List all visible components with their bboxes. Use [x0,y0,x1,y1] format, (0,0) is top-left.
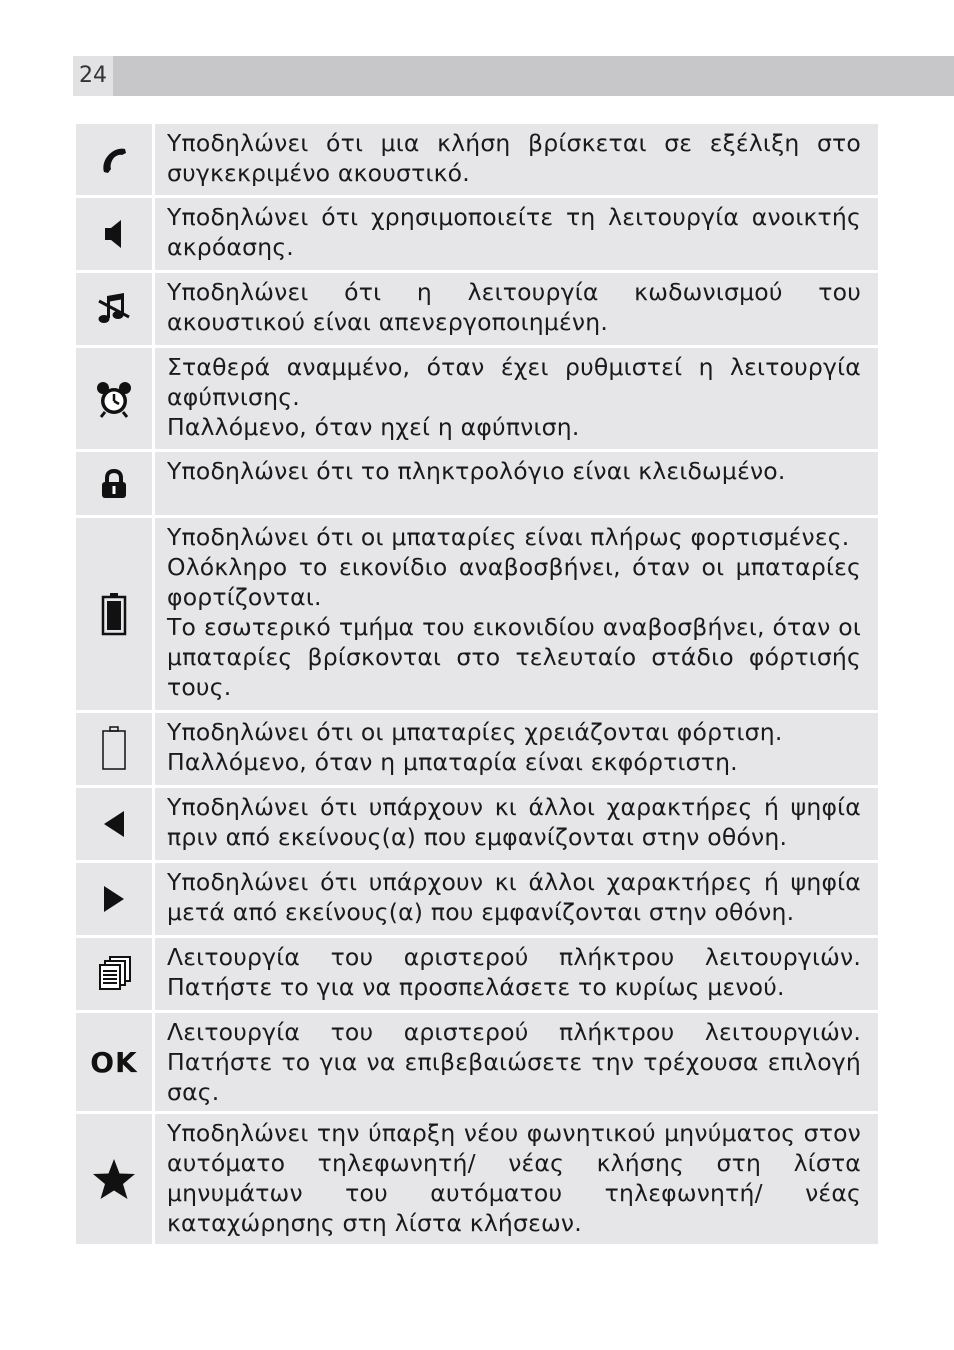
description-line: Υποδηλώνει ότι οι μπαταρίες είναι πλήρως φορτισμένες. [167,523,850,551]
icon-cell [76,863,155,938]
icon-cell [76,518,155,713]
description-cell [155,452,878,518]
description-cell [155,198,878,273]
description-line: Υποδηλώνει ότι χρησιμοποιείτε τη λειτουργία ανοικτής ακρόασης. [167,203,861,261]
battery-empty-icon [100,739,128,758]
description-line: Υποδηλώνει ότι η λειτουργία κωδωνισμού του ακουστικού είναι απενεργοποιημένη. [167,278,861,336]
description-cell [155,273,878,348]
table-row [76,124,878,198]
table-row [76,1114,878,1247]
description-cell [155,713,878,788]
header-bar [113,56,954,96]
battery-full-icon [100,604,128,623]
page-header [73,56,954,96]
icon-cell [76,713,155,788]
icon-cell [76,938,155,1013]
description-cell [155,518,878,713]
lock-icon [98,473,130,492]
arrow-right-icon [100,889,128,908]
description-line: Υποδηλώνει ότι το πληκτρολόγιο είναι κλειδωμένο. [167,457,786,485]
table-row [76,713,878,788]
ringer-off-icon [95,299,133,318]
icon-cell [76,452,155,518]
description-cell [155,124,878,198]
description-line: Λειτουργία του αριστερού πλήκτρου λειτουργιών. Πατήστε το για να προσπελάσετε το κυρίως μενού. [167,943,861,1001]
description-line: Ολόκληρο το εικονίδιο αναβοσβήνει, όταν οι μπαταρίες φορτίζονται. [167,553,861,611]
page-number: 24 [73,56,113,96]
table-row [76,198,878,273]
table-row [76,452,878,518]
table-row [76,863,878,938]
description-line: Λειτουργία του αριστερού πλήκτρου λειτουργιών. Πατήστε το για να επιβεβαιώσετε την τρέχουσα επιλογή σας. [167,1018,861,1106]
icon-cell [76,1114,155,1247]
arrow-left-icon [100,814,128,833]
table-row [76,1013,878,1114]
table-row [76,518,878,713]
description-cell [155,348,878,452]
description-line: Υποδηλώνει ότι υπάρχουν κι άλλοι χαρακτήρες ή ψηφία πριν από εκείνους(α) που εμφανίζονται στην οθόνη. [167,793,861,851]
star-icon [91,1169,137,1188]
phone-icon [99,149,129,168]
ok-icon: OK [90,1045,138,1079]
table-row [76,788,878,863]
icon-legend-table [76,124,878,1247]
menu-icon [94,964,134,983]
description-line: Παλλόμενο, όταν η μπαταρία είναι εκφόρτιστη. [167,748,738,776]
description-line: Το εσωτερικό τμήμα του εικονιδίου αναβοσβήνει, όταν οι μπαταρίες βρίσκονται στο τελευταίο στάδιο φόρτισής τους. [167,613,861,701]
description-cell [155,788,878,863]
icon-cell [76,1013,155,1114]
table-row [76,348,878,452]
description-line: Υποδηλώνει την ύπαρξη νέου φωνητικού μηνύματος στον αυτόματο τηλεφωνητή/ νέας κλήσης στη λίστα μηνυμάτων του αυτόματου τηλεφωνητή/ νέας καταχώρησης στη λίστα κλήσεων. [167,1119,861,1237]
description-cell [155,863,878,938]
icon-cell [76,198,155,273]
icon-cell [76,124,155,198]
icon-cell [76,273,155,348]
description-line: Υποδηλώνει ότι υπάρχουν κι άλλοι χαρακτήρες ή ψηφία μετά από εκείνους(α) που εμφανίζονται στην οθόνη. [167,868,861,926]
description-cell [155,1114,878,1247]
alarm-clock-icon [95,388,133,407]
description-cell [155,938,878,1013]
description-line: Παλλόμενο, όταν ηχεί η αφύπνιση. [167,413,580,441]
description-line: Υποδηλώνει ότι οι μπαταρίες χρειάζονται φόρτιση. [167,718,783,746]
table-row [76,938,878,1013]
description-line: Σταθερά αναμμένο, όταν έχει ρυθμιστεί η λειτουργία αφύπνισης. [167,353,861,411]
icon-cell [76,788,155,863]
speaker-icon [101,224,127,243]
description-line: Υποδηλώνει ότι μια κλήση βρίσκεται σε εξέλιξη στο συγκεκριμένο ακουστικό. [167,129,861,187]
icon-cell [76,348,155,452]
description-cell [155,1013,878,1114]
table-row [76,273,878,348]
